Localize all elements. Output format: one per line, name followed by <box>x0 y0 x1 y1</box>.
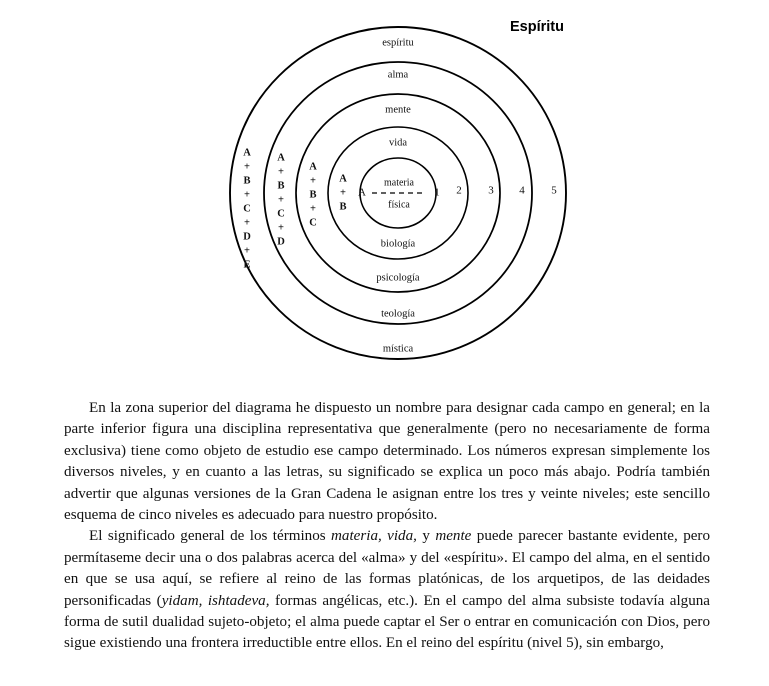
svg-text:+: + <box>340 187 346 199</box>
ring-bottom-label-biologia: biología <box>380 238 416 250</box>
svg-text:C: C <box>277 208 285 220</box>
p2-italic-materia-vida: materia, vida, <box>331 528 417 545</box>
ring-top-label-espiritu: espíritu <box>382 37 414 49</box>
svg-text:B: B <box>339 201 347 213</box>
ring-top-label-alma: alma <box>387 69 409 81</box>
ring-top-label-vida: vida <box>388 137 408 149</box>
svg-text:D: D <box>277 236 285 248</box>
svg-text:A: A <box>339 173 347 185</box>
p2-seg-b: y <box>416 528 436 545</box>
svg-text:B: B <box>277 180 285 192</box>
letter-stack-ring-4 <box>277 152 285 247</box>
svg-text:+: + <box>310 175 316 187</box>
letter-stack-ring-2 <box>339 173 347 212</box>
svg-text:B: B <box>309 189 317 201</box>
paragraph-2 <box>64 526 710 654</box>
ring-bottom-label-psicologia: psicología <box>376 272 420 284</box>
svg-text:+: + <box>310 203 316 215</box>
svg-text:C: C <box>243 203 251 215</box>
svg-text:+: + <box>244 189 250 201</box>
svg-text:B: B <box>243 175 251 187</box>
letter-stack-ring-3 <box>309 161 317 228</box>
ring-circle-3 <box>296 94 500 292</box>
paragraph-1: En la zona superior del diagrama he dispuesto un nombre para designar cada campo en general; en la parte inferior figura una disciplina representativa que generalmente (pero no necesariamente de forma exclusiva) tiene como objeto de estudio ese campo determinado. Los números expresan simplemente los diversos niveles, y en cuanto a las letras, su significado se explica un poco más abajo. Podría también advertir que algunas versiones de la Gran Cadena le asignan entre los tres y veinte niveles; este sencillo esquema de cinco niveles es adecuado para nuestro propósito. <box>64 400 710 524</box>
ring-circle-1 <box>360 158 436 228</box>
ring-number-3: 3 <box>488 184 494 197</box>
p2-seg-d: formas angélicas, etc.). En el campo del alma subsiste todavía alguna forma de sutil dualidad sujeto-objeto; el alma puede captar el Ser o entrar en comunicación con Dios, pero sigue existiendo una frontera irreductible entre ellos. En el reino del espíritu (nivel 5), sin embargo, <box>64 592 711 652</box>
ring-top-label-mente: mente <box>385 104 411 116</box>
svg-text:A: A <box>277 152 285 164</box>
ring-number-4: 4 <box>519 184 525 197</box>
center-label-materia: materia <box>384 177 414 189</box>
figure-title: Espíritu <box>510 18 564 35</box>
ring-bottom-label-mistica: mística <box>382 343 414 355</box>
svg-text:+: + <box>278 166 284 178</box>
p2-seg-c: puede parecer bastante evidente, pero permítaseme decir una o dos palabras acerca del «alma» y del «espíritu». El campo del alma, en el sentido en que se usa aquí, se refiere al reino de las formas platónicas, de los arquetipos, de las deidades personificadas ( <box>64 528 711 609</box>
ring-number-2: 2 <box>456 184 462 197</box>
p2-italic-yidam-ishtadeva: yidam, ishtadeva, <box>161 592 270 609</box>
svg-text:C: C <box>309 217 317 229</box>
svg-text:A: A <box>309 161 317 173</box>
ring-bottom-label-teologia: teología <box>381 308 415 320</box>
svg-text:+: + <box>278 222 284 234</box>
ring-number-5: 5 <box>551 184 557 197</box>
p2-italic-mente: mente <box>435 528 472 545</box>
svg-text:+: + <box>244 217 250 229</box>
center-letter-a: A <box>358 186 366 199</box>
svg-text:A: A <box>243 147 251 159</box>
body-text <box>64 398 710 655</box>
center-label-fisica: física <box>388 199 410 211</box>
svg-text:+: + <box>244 161 250 173</box>
svg-text:D: D <box>243 231 251 243</box>
svg-text:+: + <box>244 245 250 257</box>
p2-seg-a: El significado general de los términos <box>89 528 332 545</box>
svg-text:E: E <box>243 259 251 271</box>
svg-text:+: + <box>278 194 284 206</box>
letter-stack-ring-5 <box>243 147 251 270</box>
center-number-1: 1 <box>434 186 440 199</box>
